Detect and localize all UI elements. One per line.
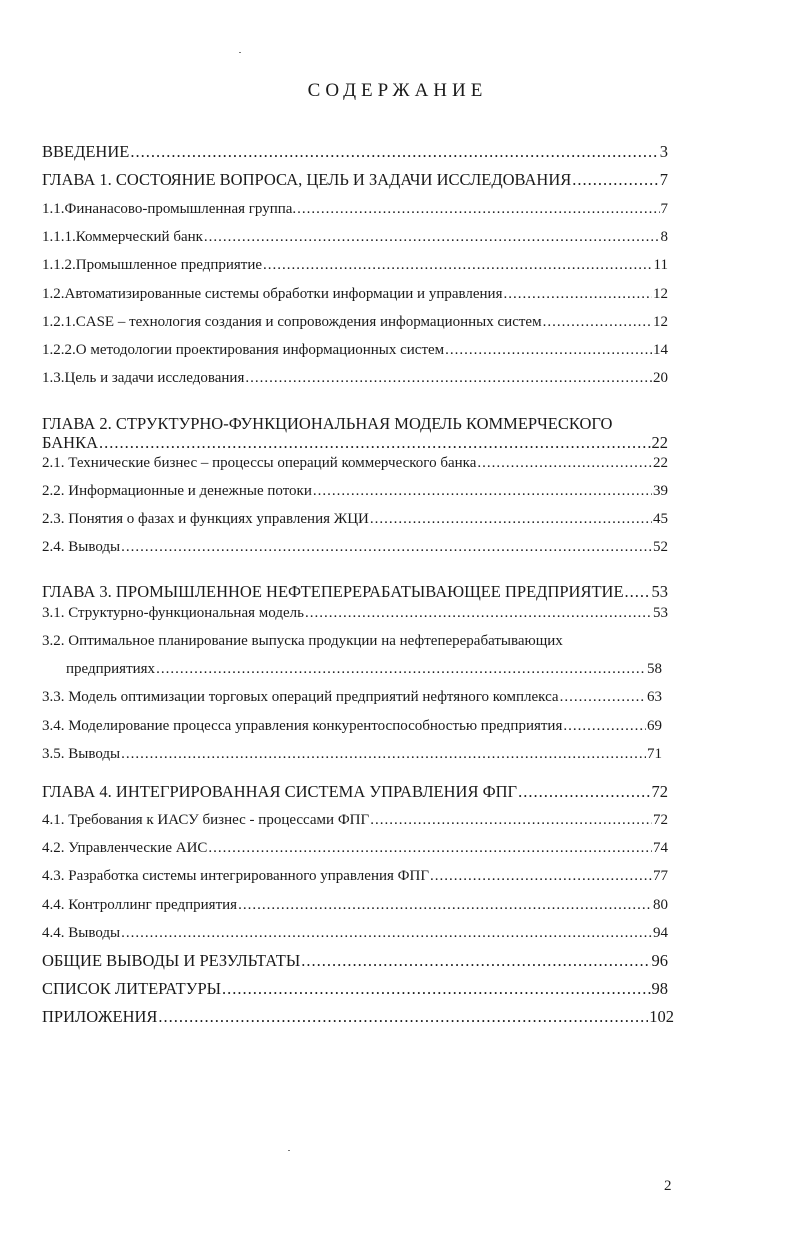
toc-entry-text: 4.2. Управленческие АИС (42, 840, 208, 856)
toc-entry-text: ОБЩИЕ ВЫВОДЫ И РЕЗУЛЬТАТЫ (42, 951, 301, 970)
toc-entry-text: 2.3. Понятия о фазах и функциях управления ЖЦИ (42, 511, 369, 527)
toc-entry-1-2-2[interactable] (42, 340, 668, 360)
toc-entry-text: ГЛАВА 3. ПРОМЫШЛЕННОЕ НЕФТЕПЕРЕРАБАТЫВАЮЩЕЕ ПРЕДПРИЯТИЕ (42, 582, 624, 601)
toc-entry-page: 77 (653, 868, 668, 884)
toc-entry-page: 80 (653, 897, 668, 913)
toc-entry-number: 1.1.1. (42, 229, 76, 245)
toc-entry-3-3[interactable] (42, 687, 662, 707)
toc-entry-1-2-1[interactable] (42, 312, 668, 332)
toc-entry-text: Промышленное предприятие (75, 257, 263, 273)
toc-entry-text: CASE – технология создания и сопровождения информационных систем (75, 314, 542, 330)
toc-entry-text: 3.3. Модель оптимизации торговых операций предприятий нефтяного комплекса (42, 689, 559, 705)
toc-entry-page: 72 (653, 812, 668, 828)
toc-entry-2-1[interactable] (42, 453, 668, 473)
toc-entry-3-2[interactable] (66, 659, 662, 679)
toc-entry-number: 1.2.2. (42, 342, 76, 358)
toc-entry-page: 3 (659, 142, 668, 161)
toc-entry-chapter-4[interactable] (42, 782, 668, 802)
toc-entry-1-2[interactable] (42, 284, 668, 304)
toc-entry-text: ГЛАВА 1. СОСТОЯНИЕ ВОПРОСА, ЦЕЛЬ И ЗАДАЧИ ИССЛЕДОВАНИЯ (42, 170, 572, 189)
toc-entry-chapter-2-heading[interactable]: ГЛАВА 2. СТРУКТУРНО-ФУНКЦИОНАЛЬНАЯ МОДЕЛЬ КОММЕРЧЕСКОГО (42, 414, 613, 433)
toc-entry-page: 8 (660, 229, 668, 245)
toc-entry-number: 1.1. (42, 201, 65, 217)
toc-entry-1-1-2[interactable] (42, 255, 668, 275)
toc-entry-2-3[interactable] (42, 509, 668, 529)
toc-entry-page: 14 (653, 342, 668, 358)
toc-entry-4-1[interactable] (42, 810, 668, 830)
toc-entry-4-4-conclusions[interactable] (42, 923, 668, 943)
toc-entry-text: 4.4. Контроллинг предприятия (42, 897, 238, 913)
toc-entry-page: 98 (651, 979, 668, 998)
toc-entry-text: 2.4. Выводы (42, 539, 121, 555)
toc-entry-page: 72 (651, 782, 668, 801)
toc-entry-text: Коммерческий банк (75, 229, 203, 245)
scan-speck (288, 1150, 290, 1151)
toc-entry-text: 2.1. Технические бизнес – процессы операций коммерческого банка (42, 455, 477, 471)
toc-entry-4-2[interactable] (42, 838, 668, 858)
toc-entry-page: 7 (660, 201, 668, 217)
toc-entry-text: Финанасово-промышленная группа. (64, 201, 297, 217)
toc-entry-text: 3.4. Моделирование процесса управления конкурентоспособностью предприятия (42, 718, 563, 734)
toc-entry-text: ГЛАВА 4. ИНТЕГРИРОВАННАЯ СИСТЕМА УПРАВЛЕНИЯ ФПГ (42, 782, 518, 801)
toc-entry-appendices[interactable] (42, 1007, 674, 1027)
toc-entry-page: 22 (653, 455, 668, 471)
toc-entry-page: 94 (653, 925, 668, 941)
toc-entry-page: 12 (653, 314, 668, 330)
toc-entry-2-2[interactable] (42, 481, 668, 501)
toc-entry-page: 74 (653, 840, 668, 856)
toc-entry-general-conclusions[interactable] (42, 951, 668, 971)
toc-entry-3-5[interactable] (42, 744, 662, 764)
toc-entry-text: БАНКА (42, 433, 99, 452)
toc-entry-chapter-2[interactable] (42, 433, 668, 453)
toc-entry-page: 52 (653, 539, 668, 555)
toc-entry-1-1[interactable] (42, 199, 668, 219)
toc-entry-text: 4.4. Выводы (42, 925, 121, 941)
toc-entry-text: 2.2. Информационные и денежные потоки (42, 483, 312, 499)
toc-entry-page: 63 (647, 689, 662, 705)
toc-entry-text: 3.1. Структурно-функциональная модель (42, 605, 304, 621)
toc-entry-page: 39 (653, 483, 668, 499)
toc-entry-page: 53 (651, 582, 668, 601)
toc-entry-text: О методологии проектирования информационных систем (75, 342, 445, 358)
toc-entry-page: 96 (651, 951, 668, 970)
toc-entry-number: 1.1.2. (42, 257, 76, 273)
toc-entry-page: 58 (647, 661, 662, 677)
toc-entry-4-3[interactable] (42, 866, 668, 886)
toc-entry-chapter-1[interactable] (42, 170, 668, 190)
toc-entry-text: Цель и задачи исследования (64, 370, 245, 386)
toc-entry-2-4[interactable] (42, 537, 668, 557)
page-title: СОДЕРЖАНИЕ (307, 80, 488, 101)
toc-entry-text: 4.1. Требования к ИАСУ бизнес - процессами ФПГ (42, 812, 370, 828)
scan-speck (239, 52, 241, 53)
toc-entry-4-4-controlling[interactable] (42, 895, 668, 915)
toc-entry-text: ПРИЛОЖЕНИЯ (42, 1007, 158, 1026)
toc-entry-page: 45 (653, 511, 668, 527)
toc-entry-text: 3.5. Выводы (42, 746, 121, 762)
toc-entry-text: СПИСОК ЛИТЕРАТУРЫ (42, 979, 222, 998)
toc-entry-text: ВВЕДЕНИЕ (42, 142, 130, 161)
toc-entry-number: 1.2.1. (42, 314, 76, 330)
toc-entry-number: 1.2. (42, 286, 65, 302)
toc-entry-page: 53 (653, 605, 668, 621)
toc-entry-number: 1.3. (42, 370, 65, 386)
toc-entry-chapter-3[interactable] (42, 582, 668, 602)
toc-entry-page: 11 (653, 257, 668, 273)
toc-entry-3-4[interactable] (42, 716, 662, 736)
toc-entry-page: 71 (647, 746, 662, 762)
toc-entry-page: 20 (653, 370, 668, 386)
toc-entry-bibliography[interactable] (42, 979, 668, 999)
toc-entry-introduction[interactable] (42, 142, 668, 162)
toc-entry-page: 69 (647, 718, 662, 734)
toc-entry-3-1[interactable] (42, 603, 668, 623)
page-number: 2 (664, 1178, 672, 1194)
toc-entry-1-3[interactable] (42, 368, 668, 388)
toc-entry-3-2-heading[interactable]: 3.2. Оптимальное планирование выпуска продукции на нефтеперерабатывающих (42, 633, 563, 649)
toc-entry-text: 4.3. Разработка системы интегрированного управления ФПГ (42, 868, 430, 884)
toc-entry-page: 22 (651, 433, 668, 452)
toc-entry-1-1-1[interactable] (42, 227, 668, 247)
toc-entry-page: 7 (659, 170, 668, 189)
toc-entry-text: предприятиях (66, 661, 156, 677)
toc-entry-text: Автоматизированные системы обработки информации и управления (64, 286, 503, 302)
toc-entry-page: 12 (653, 286, 668, 302)
toc-entry-page: 102 (649, 1007, 674, 1026)
